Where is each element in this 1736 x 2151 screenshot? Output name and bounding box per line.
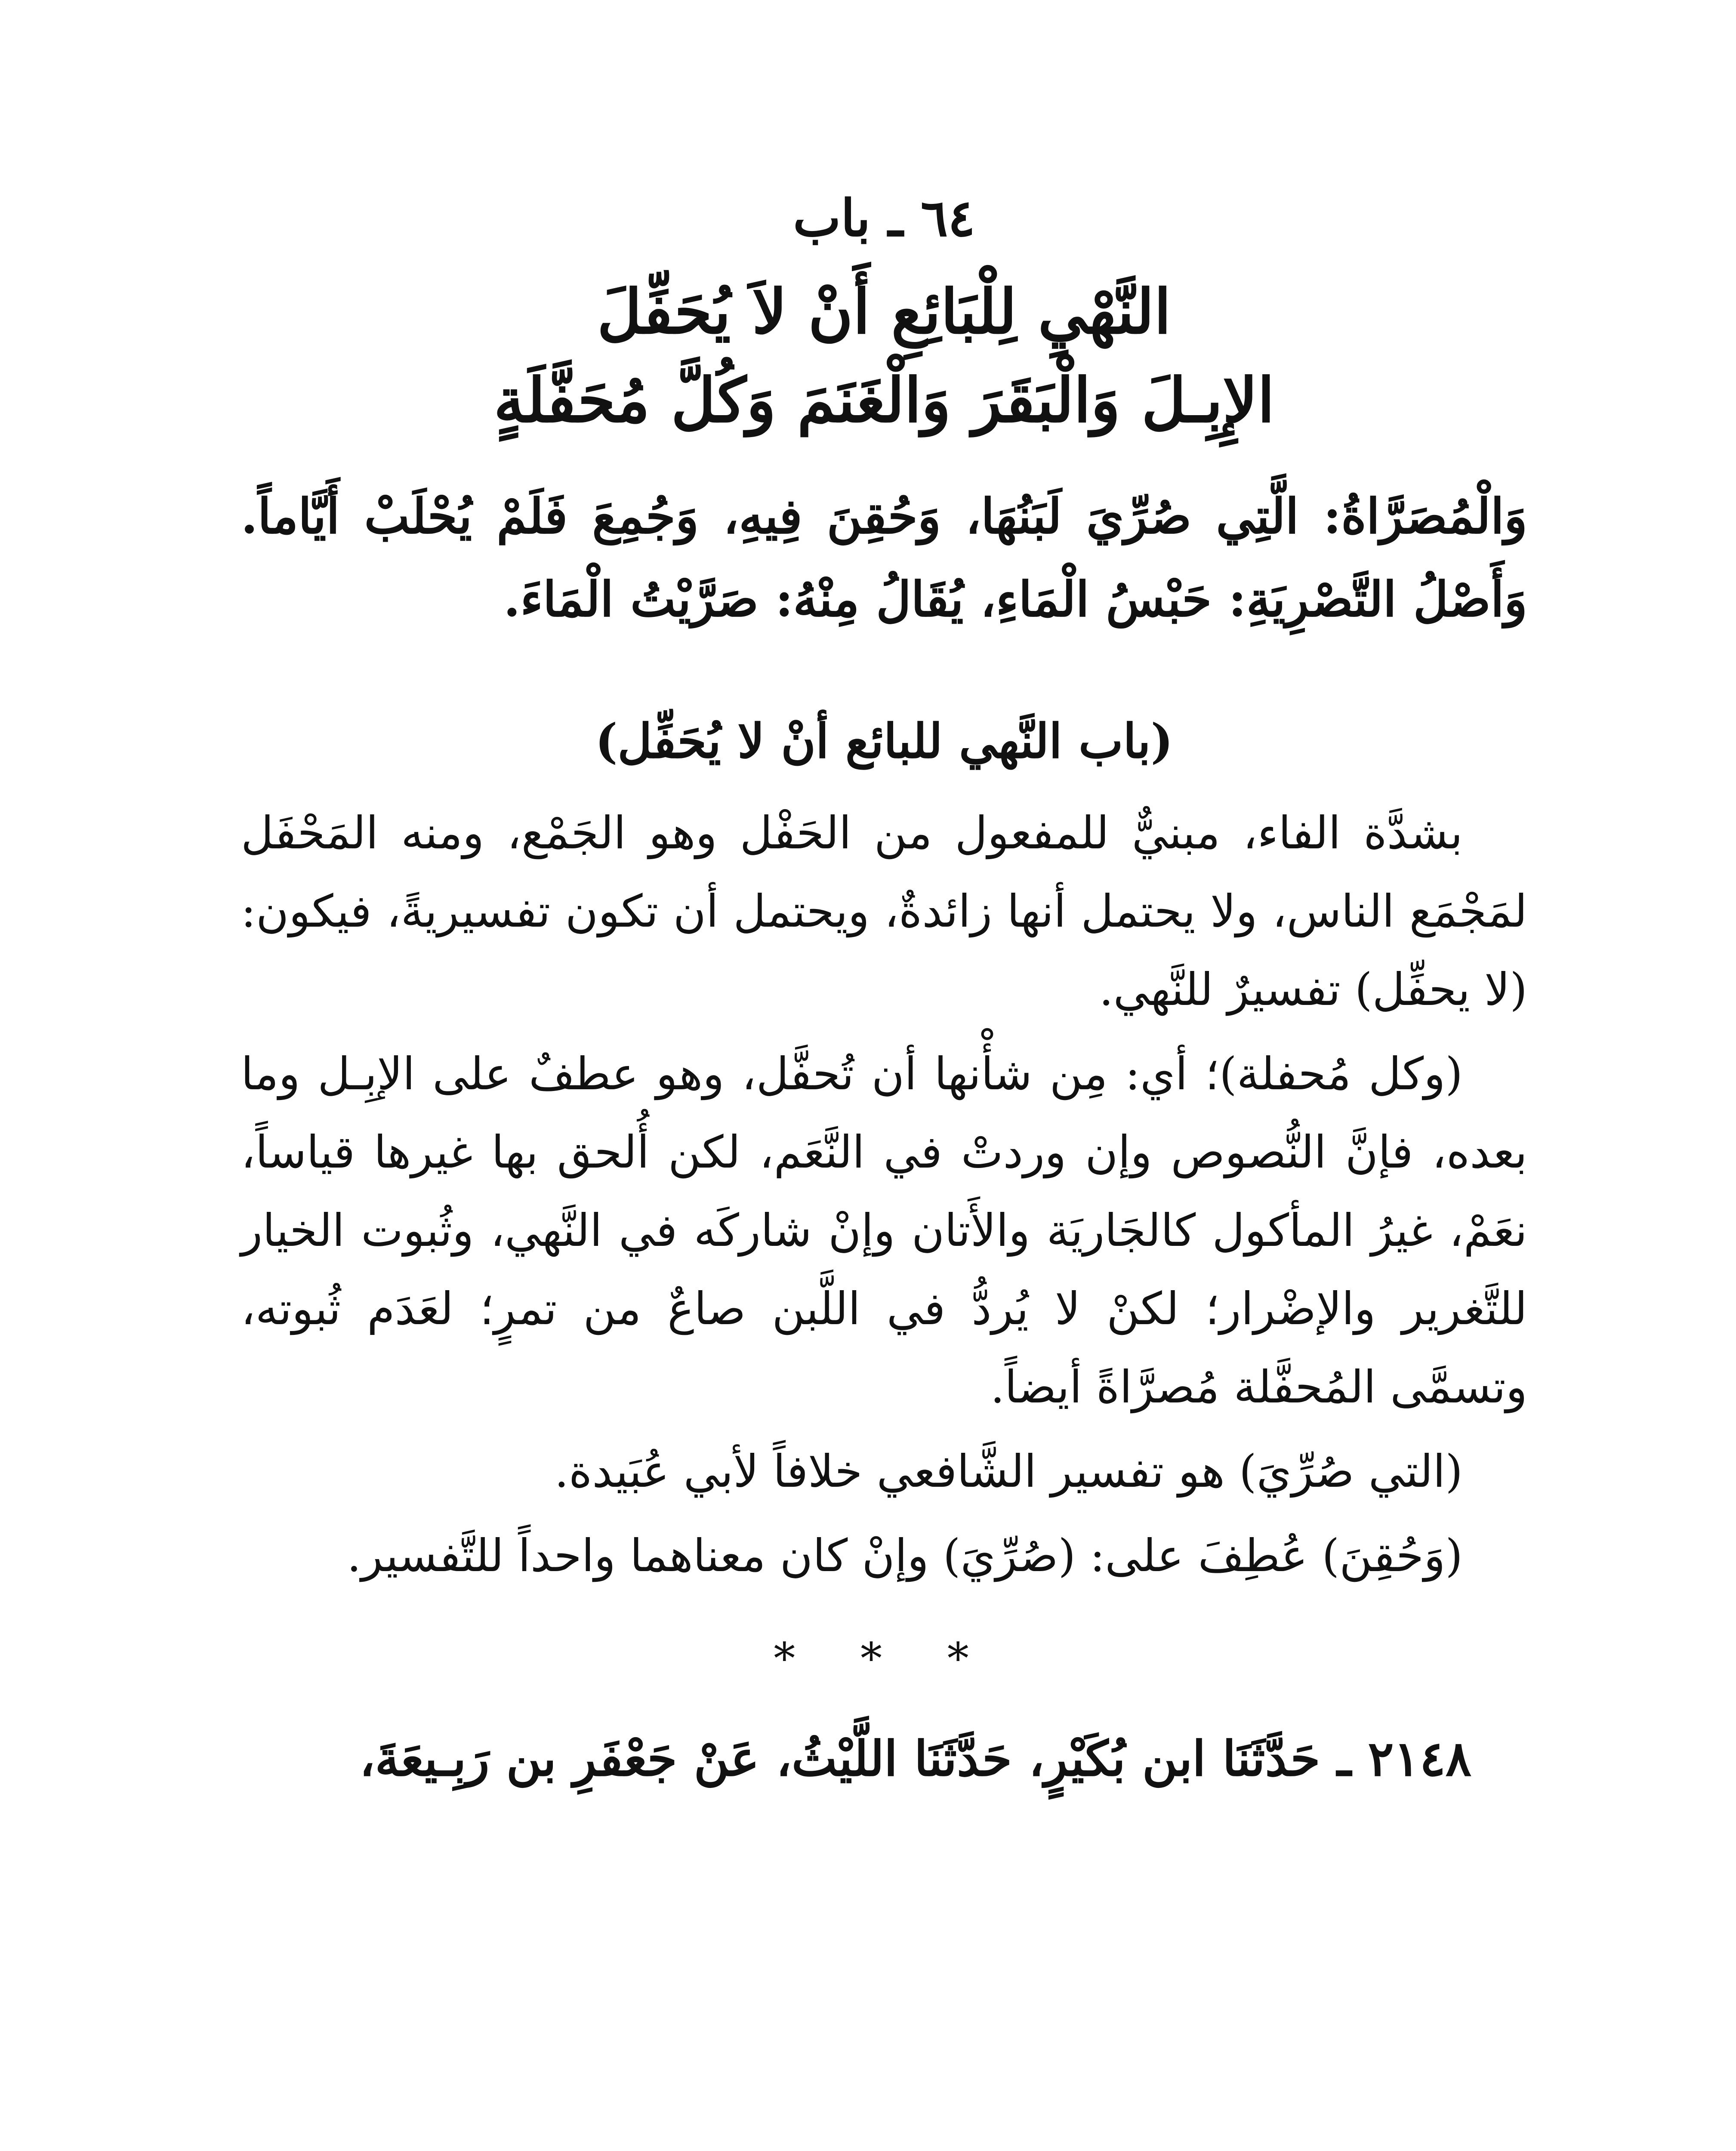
chapter-title-line-1: النَّهْيِ لِلْبَائِعِ أَنْ لاَ يُحَفِّلَ bbox=[597, 276, 1171, 348]
commentary-paragraph: بشدَّة الفاء، مبنيٌّ للمفعول من الحَفْل وهو الجَمْع، ومنه المَحْفَل لمَجْمَع الناس، ولا يحتمل أنها زائدةٌ، ويحتمل أن تكون تفسيريةً، فيكون: (لا يحفِّل) تفسيرٌ للنَّهي. bbox=[241, 807, 1527, 1016]
commentary-paragraph: (وكل مُحفلة)؛ أي: مِن شأْنها أن تُحفَّل، وهو عطفٌ على الإبِـل وما بعده، فإنَّ النُّصوص وإن وردتْ في النَّعَم، لكن أُلحق بها غيرها قياساً، نعَمْ، غيرُ المأكول كالجَاريَة والأَتان وإنْ شاركَه في النَّهي، وثُبوت الخيار للتَّغرير والإضْرار؛ لكنْ لا يُردُّ في اللَّبن صاعٌ من تمرٍ؛ لعَدَم ثُبوته، وتسمَّى المُحفَّلة مُصرَّاةً أيضاً. bbox=[241, 1048, 1527, 1414]
page-body bbox=[241, 185, 1527, 1800]
commentary-paragraph: (وَحُقِنَ) عُطِفَ على: (صُرِّيَ) وإنْ كان معناهما واحداً للتَّفسير. bbox=[347, 1529, 1463, 1582]
chapter-title-line-2: الإِبِـلَ وَالْبَقَرَ وَالْغَنَمَ وَكُلَّ مُحَفَّلَةٍ bbox=[493, 365, 1275, 437]
section-separator: * * * bbox=[774, 1633, 995, 1684]
commentary-title: (باب النَّهي للبائع أنْ لا يُحَفِّل) bbox=[595, 713, 1173, 769]
chapter-heading: ٦٤ ـ باب bbox=[793, 188, 975, 248]
matn-text: وَالْمُصَرَّاةُ: الَّتِي صُرِّيَ لَبَنُهَا، وَحُقِنَ فِيهِ، وَجُمِعَ فَلَمْ يُحْلَبْ أَيَّاماً. وَأَصْلُ التَّصْرِيَةِ: حَبْسُ الْمَاءِ، يُقَالُ مِنْهُ: صَرَّيْتُ الْمَاءَ. bbox=[241, 488, 1527, 628]
commentary-paragraph: (التي صُرِّيَ) هو تفسير الشَّافعي خلافاً لأبي عُبَيدة. bbox=[554, 1445, 1463, 1498]
hadith-start: ٢١٤٨ ـ حَدَّثَنَا ابن بُكَيْرٍ، حَدَّثَنَا اللَّيْثُ، عَنْ جَعْفَرِ بن رَبِـيعَةَ، bbox=[359, 1731, 1471, 1787]
